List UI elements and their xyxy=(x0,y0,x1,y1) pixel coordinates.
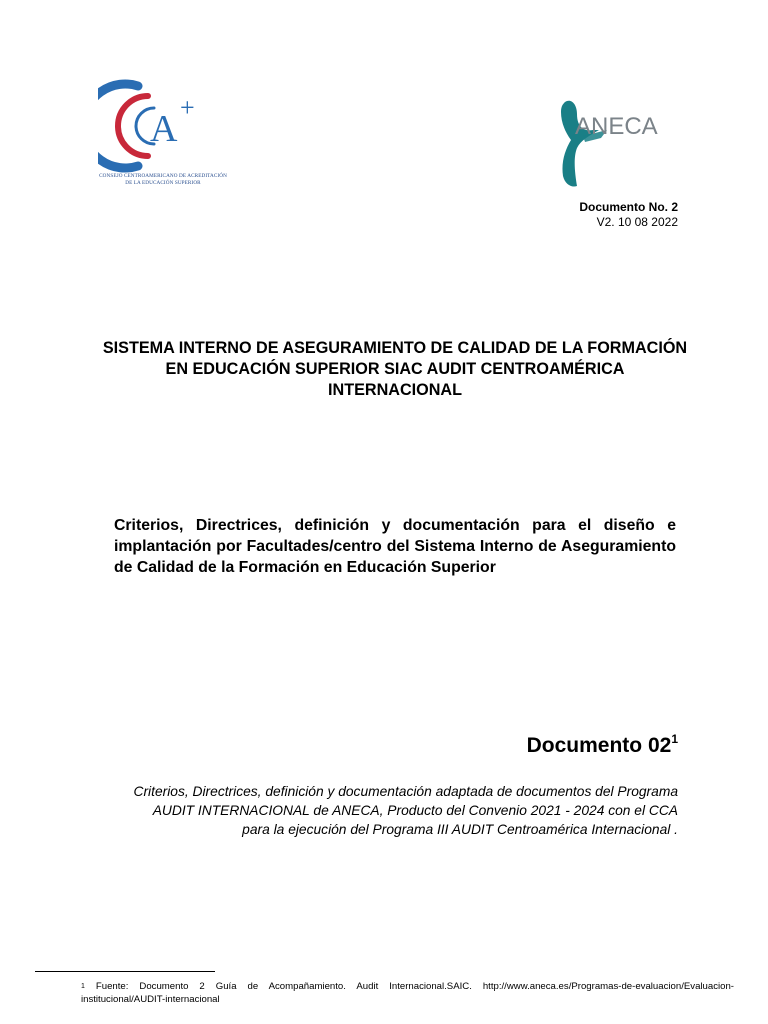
cca-caption-line2: DE LA EDUCACIÓN SUPERIOR xyxy=(125,180,201,186)
document-version: V2. 10 08 2022 xyxy=(596,215,678,229)
subtitle: Criterios, Directrices, definición y documentación para el diseño e implantación por Facultades/centro del Sistema Interno de Aseguramiento de Calidad de la Formación en Educación Superior xyxy=(114,517,676,576)
description-line1: Criterios, Directrices, definición y documentación adaptada de documentos del Programa xyxy=(133,784,678,799)
description-line2: AUDIT INTERNACIONAL de ANECA, Producto del Convenio 2021 - 2024 con el CCA xyxy=(152,803,678,818)
document-number-block xyxy=(579,200,678,230)
document-number-label: Documento No. 2 xyxy=(579,200,678,214)
cca-logo-mark xyxy=(98,78,228,173)
aneca-logo-mark xyxy=(555,96,675,192)
cca-red-arc xyxy=(118,96,148,156)
footnote xyxy=(81,981,734,1006)
footnote-separator xyxy=(35,971,215,972)
description xyxy=(118,782,678,839)
main-title: SISTEMA INTERNO DE ASEGURAMIENTO DE CALIDAD DE LA FORMACIÓN EN EDUCACIÓN SUPERIOR SIAC AUDIT CENTROAMÉRICA INTERNACIONAL xyxy=(102,339,688,399)
aneca-logo xyxy=(555,96,675,192)
footnote-marker: 1 xyxy=(81,983,85,990)
footnote-reference[interactable]: 1 xyxy=(671,732,678,746)
aneca-wordmark: ANECA xyxy=(575,113,658,140)
cca-caption-line1: CONSEJO CENTROAMERICANO DE ACREDITACIÓN xyxy=(99,173,227,179)
document-heading xyxy=(527,734,678,758)
footnote-text[interactable]: Fuente: Documento 2 Guía de Acompañamiento. Audit Internacional.SAIC. http://www.aneca.es/Programas-de-evaluacion/Evaluacion-institucional/AUDIT-internacional xyxy=(81,981,735,1005)
description-line3: para la ejecución del Programa III AUDIT Centroamérica Internacional . xyxy=(242,822,678,837)
cca-mark-letter: A xyxy=(150,108,178,150)
cca-caption xyxy=(98,173,228,187)
document-heading-text: Documento 02 xyxy=(526,734,672,757)
cca-mark-plus: + xyxy=(180,93,195,122)
cca-logo xyxy=(98,78,228,198)
